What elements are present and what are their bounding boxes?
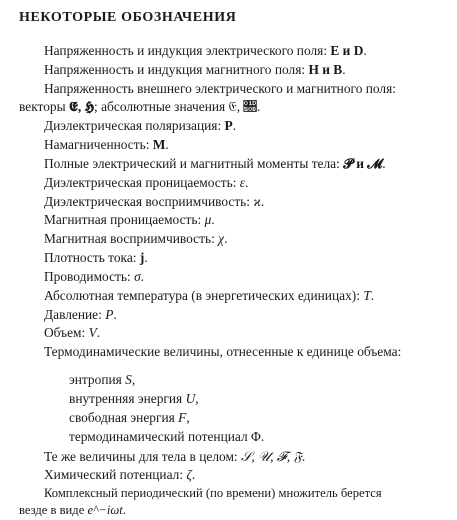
line-polarization: Диэлектрическая поляризация: P. [44, 118, 237, 133]
line-current-density: Плотность тока: j. [44, 250, 148, 265]
line-thermo-quantities: Термодинамические величины, отнесенные к единице объема: [44, 344, 402, 359]
line-thermo-potential: термодинамический потенциал Φ. [69, 429, 265, 444]
line-total-moments: Полные электрический и магнитный моменты тела: 𝓟 и 𝓜. [44, 156, 386, 171]
line-dielectric-susceptibility: Диэлектрическая восприимчивость: ϰ. [44, 194, 265, 209]
line-magnetic-susceptibility: Магнитная восприимчивость: χ. [44, 231, 228, 246]
line-chemical-potential: Химический потенциал: ζ. [44, 467, 196, 482]
page-title: НЕКОТОРЫЕ ОБОЗНАЧЕНИЯ [19, 10, 237, 25]
line-entropy: энтропия S, [69, 372, 136, 387]
line-complex-factor-form: везде в виде e^−iωt. [19, 503, 126, 517]
line-free-energy: свободная энергия F, [69, 410, 190, 425]
line-conductivity: Проводимость: σ. [44, 269, 145, 284]
line-internal-energy: внутренняя энергия U, [69, 391, 199, 406]
line-volume: Объем: V. [44, 325, 101, 340]
line-magnetization: Намагниченность: M. [44, 137, 169, 152]
line-magnetic-field: Напряженность и индукция магнитного поля: H и B. [44, 62, 346, 77]
line-pressure: Давление: P. [44, 307, 117, 322]
line-electric-field: Напряженность и индукция электрического поля: E и D. [44, 43, 367, 58]
line-permeability: Магнитная проницаемость: μ. [44, 212, 215, 227]
line-body-quantities: Те же величины для тела в целом: 𝒮, 𝒰, 𝓕, 𝔉. [44, 449, 306, 464]
line-temperature: Абсолютная температура (в энергетических единицах): T. [44, 288, 375, 303]
line-external-field-vectors: векторы 𝕰, 𝕳; абсолютные значения 𝔈, 𝔋. [19, 99, 261, 114]
line-complex-factor: Комплексный периодический (по времени) множитель берется [44, 486, 382, 500]
line-external-field: Напряженность внешнего электрического и магнитного поля: [44, 81, 396, 96]
line-permittivity: Диэлектрическая проницаемость: ε. [44, 175, 249, 190]
